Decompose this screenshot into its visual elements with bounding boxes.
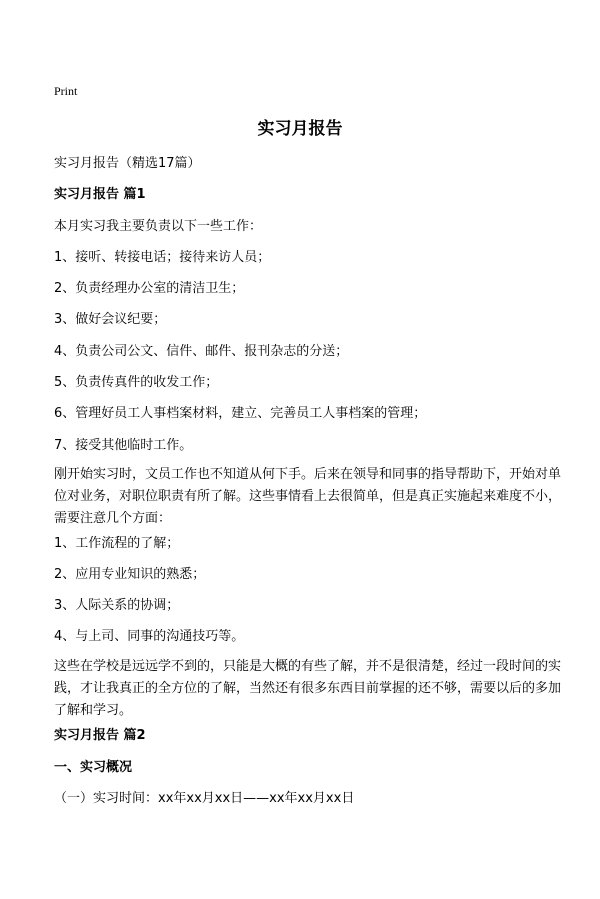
duty-item-2: 2、负责经理办公室的清洁卫生；	[54, 281, 245, 296]
point-item-2: 2、应用专业知识的熟悉；	[54, 567, 206, 582]
print-label: Print	[54, 84, 78, 98]
document-subtitle: 实习月报告（精选17篇）	[54, 156, 201, 171]
duty-item-4: 4、负责公司公文、信件、邮件、报刊杂志的分送；	[54, 344, 349, 359]
duty-item-7: 7、接受其他临时工作。	[54, 438, 193, 453]
section2-heading: 实习月报告 篇2	[54, 728, 146, 743]
section1-heading: 实习月报告 篇1	[54, 187, 146, 202]
internship-time-line: （一）实习时间：xx年xx月xx日——xx年xx月xx日	[54, 791, 355, 806]
section2-subheading: 一、实习概况	[54, 760, 133, 775]
section1-paragraph-2: 这些在学校是远远学不到的，只能是大概的有些了解，并不是很清楚，经过一段时间的实践，才让我真正的全方位的了解，当然还有很多东西目前掌握的还不够，需要以后的多加了解和学习。	[54, 659, 562, 718]
duty-item-3: 3、做好会议纪要；	[54, 312, 167, 327]
point-item-1: 1、工作流程的了解；	[54, 536, 180, 551]
section1-paragraph-1: 刚开始实习时，文员工作也不知道从何下手。后来在领导和同事的指导帮助下，开始对单位对业务，对职位职责有所了解。这些事情看上去很简单，但是真正实施起来难度不小，需要注意几个方面：	[54, 467, 562, 526]
section1-intro: 本月实习我主要负责以下一些工作：	[54, 219, 263, 234]
duty-item-1: 1、接听、转接电话；接待来访人员；	[54, 250, 271, 265]
duty-item-5: 5、负责传真件的收发工作；	[54, 375, 219, 390]
document-title: 实习月报告	[257, 119, 343, 139]
duty-item-6: 6、管理好员工人事档案材料，建立、完善员工人事档案的管理；	[54, 406, 427, 421]
point-item-4: 4、与上司、同事的沟通技巧等。	[54, 629, 245, 644]
point-item-3: 3、人际关系的协调；	[54, 598, 180, 613]
